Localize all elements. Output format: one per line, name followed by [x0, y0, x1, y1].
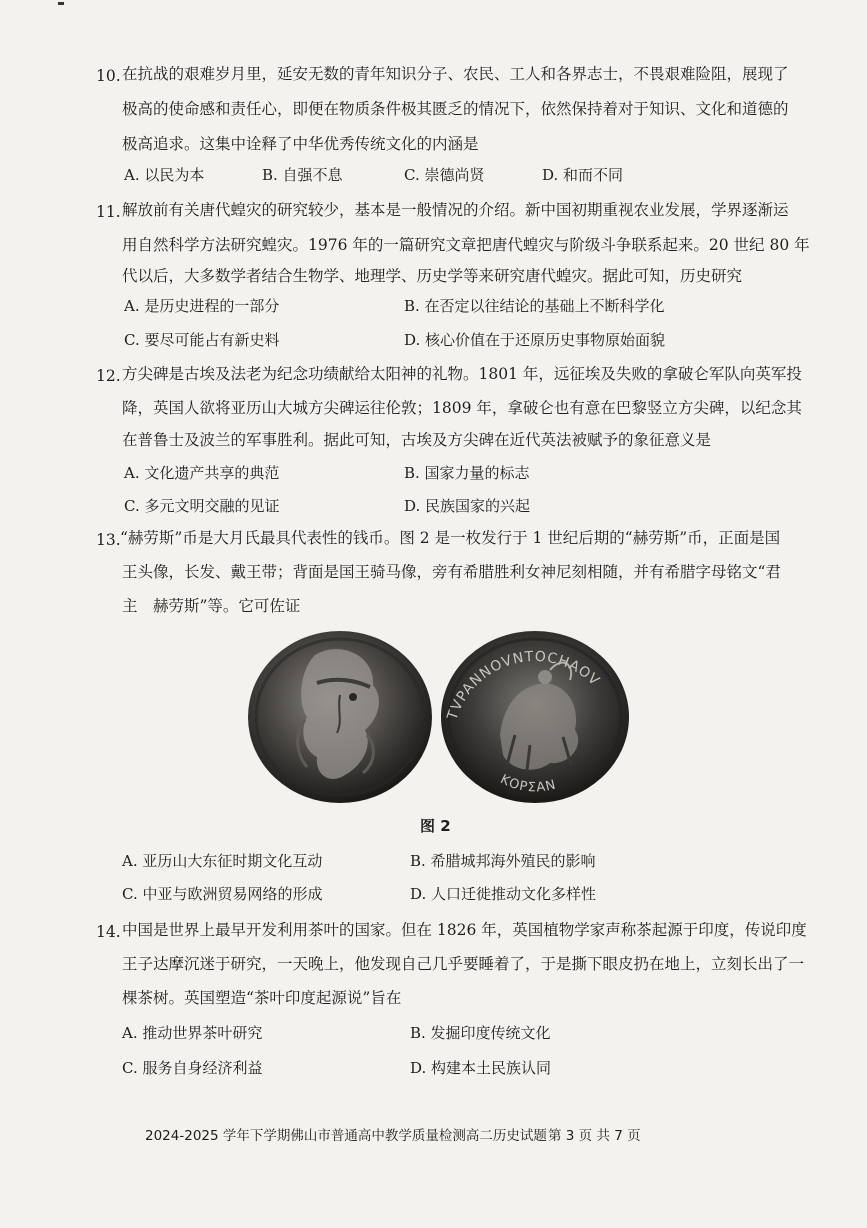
question-number: 13.	[96, 531, 121, 549]
option-d[interactable]: D. 核心价值在于还原历史事物原始面貌	[404, 331, 666, 349]
question-text-line: 中国是世界上最早开发利用茶叶的国家。但在 1826 年，英国植物学家声称茶起源于印度，传说印度	[122, 921, 807, 939]
option-c[interactable]: C. 多元文明交融的见证	[124, 497, 280, 515]
question-text-line: 解放前有关唐代蝗灾的研究较少，基本是一般情况的介绍。新中国初期重视农业发展，学界逐渐运	[122, 201, 789, 219]
question-number: 10.	[96, 67, 121, 85]
question-number: 14.	[96, 923, 121, 941]
question-number: 12.	[96, 367, 121, 385]
question-text-line: 在抗战的艰难岁月里，延安无数的青年知识分子、农民、工人和各界志士，不畏艰难险阻，展现了	[122, 65, 789, 83]
footer-exam-title: 2024-2025 学年下学期佛山市普通高中教学质量检测高二历史试题	[145, 1128, 547, 1144]
option-b[interactable]: B. 国家力量的标志	[404, 464, 530, 482]
footer-page-info: 第 3 页 共 7 页	[548, 1128, 641, 1144]
option-b[interactable]: B. 在否定以往结论的基础上不断科学化	[404, 297, 665, 315]
question-text-line: 主 赫劳斯”等。它可佐证	[122, 597, 301, 615]
figure-coins	[245, 625, 635, 805]
coin-obverse	[248, 631, 432, 803]
option-d[interactable]: D. 构建本土民族认同	[410, 1059, 552, 1077]
option-a[interactable]: A. 推动世界茶叶研究	[122, 1024, 263, 1042]
question-text-line: 用自然科学方法研究蝗灾。1976 年的一篇研究文章把唐代蝗灾与阶级斗争联系起来。20 世纪 80 年	[122, 236, 810, 254]
coin-inscription-top: TVPANNOVNTOCHAOV	[444, 648, 603, 723]
option-b[interactable]: B. 希腊城邦海外殖民的影响	[410, 852, 596, 870]
figure-caption: 图 2	[420, 817, 451, 835]
question-text-line: 王子达摩沉迷于研究，一天晚上，他发现自己几乎要睡着了，于是撕下眼皮扔在地上，立刻长出了一	[122, 955, 805, 973]
option-a[interactable]: A. 是历史进程的一部分	[124, 297, 280, 315]
question-text-line: 王头像，长发、戴王带；背面是国王骑马像，旁有希腊胜利女神尼刻相随，并有希腊字母铭文“君	[122, 563, 781, 581]
option-c[interactable]: C. 要尽可能占有新史料	[124, 331, 280, 349]
option-b[interactable]: B. 自强不息	[262, 166, 343, 184]
option-a[interactable]: A. 文化遗产共享的典范	[124, 464, 280, 482]
scan-mark	[58, 2, 64, 5]
question-text-line: 在普鲁士及波兰的军事胜利。据此可知，古埃及方尖碑在近代英法被赋予的象征意义是	[122, 431, 712, 449]
question-text-line: 极高追求。这集中诠释了中华优秀传统文化的内涵是	[122, 135, 479, 153]
coin-inscription-bottom: ΚΟΡΣΑΝ	[497, 772, 559, 796]
question-text-line: “赫劳斯”币是大月氏最具代表性的钱币。图 2 是一枚发行于 1 世纪后期的“赫劳斯”币，正面是国	[120, 529, 781, 547]
option-c[interactable]: C. 中亚与欧洲贸易网络的形成	[122, 885, 323, 903]
question-text-line: 降，英国人欲将亚历山大城方尖碑运往伦敦；1809 年，拿破仑也有意在巴黎竖立方尖碑，以纪念其	[122, 399, 802, 417]
question-text-line: 棵茶树。英国塑造“茶叶印度起源说”旨在	[122, 989, 402, 1007]
option-a[interactable]: A. 以民为本	[124, 166, 205, 184]
coin-illustration	[245, 625, 635, 805]
option-d[interactable]: D. 和而不同	[542, 166, 624, 184]
question-number: 11.	[96, 203, 121, 221]
coin-reverse	[441, 631, 629, 803]
option-d[interactable]: D. 人口迁徙推动文化多样性	[410, 885, 597, 903]
option-b[interactable]: B. 发掘印度传统文化	[410, 1024, 551, 1042]
question-text-line: 极高的使命感和责任心，即便在物质条件极其匮乏的情况下，依然保持着对于知识、文化和道德的	[122, 100, 789, 118]
option-d[interactable]: D. 民族国家的兴起	[404, 497, 531, 515]
option-c[interactable]: C. 服务自身经济利益	[122, 1059, 263, 1077]
question-text-line: 方尖碑是古埃及法老为纪念功绩献给太阳神的礼物。1801 年，远征埃及失败的拿破仑军队向英军投	[122, 365, 802, 383]
option-c[interactable]: C. 崇德尚贤	[404, 166, 485, 184]
question-text-line: 代以后，大多数学者结合生物学、地理学、历史学等来研究唐代蝗灾。据此可知，历史研究	[122, 267, 743, 285]
option-a[interactable]: A. 亚历山大东征时期文化互动	[122, 852, 323, 870]
